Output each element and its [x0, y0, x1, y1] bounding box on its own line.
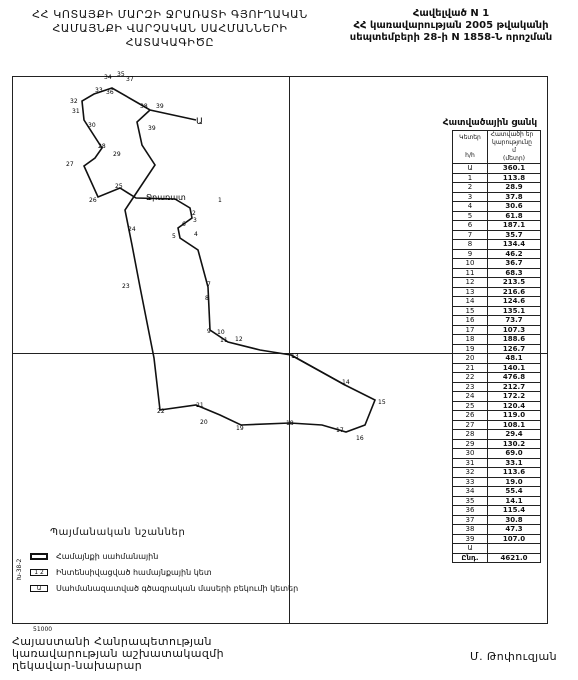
table-row	[453, 183, 541, 193]
table-cell-length: 46.2	[488, 249, 541, 259]
point-label: 29	[113, 151, 121, 158]
point-label: 8	[205, 295, 209, 302]
table-cell-length: 130.2	[488, 439, 541, 449]
table-cell-length: 113.6	[488, 468, 541, 478]
table-cell-point: 38	[453, 525, 488, 535]
point-label: 4	[194, 231, 198, 238]
legend	[30, 527, 298, 596]
point-label: 25	[115, 183, 123, 190]
segment-table	[452, 130, 541, 563]
table-row	[453, 259, 541, 269]
table-row	[453, 325, 541, 335]
segment-table-body	[453, 164, 541, 563]
settlement-label: Ջրառատ	[146, 193, 186, 202]
table-cell-length: 14.1	[488, 496, 541, 506]
point-label: 7	[207, 281, 211, 288]
table-cell-point: 11	[453, 268, 488, 278]
point-label: 22	[157, 408, 165, 415]
table-cell-length: 107.3	[488, 325, 541, 335]
table-cell-length: 55.4	[488, 487, 541, 497]
table-cell-point: 13	[453, 287, 488, 297]
table-cell-point: 12	[453, 278, 488, 288]
table-row	[453, 316, 541, 326]
point-label: 24	[128, 226, 136, 233]
table-row	[453, 382, 541, 392]
table-cell-point: 18	[453, 335, 488, 345]
table-cell-length: 124.6	[488, 297, 541, 307]
table-cell-point: 24	[453, 392, 488, 402]
table-cell-point: 6	[453, 221, 488, 231]
table-title: Հատվածային ցանկ	[442, 118, 538, 128]
table-cell-length: 135.1	[488, 306, 541, 316]
table-cell-point: 34	[453, 487, 488, 497]
table-cell-length: 47.3	[488, 525, 541, 535]
point-label: 5	[172, 233, 176, 240]
table-cell-point: Ա	[453, 544, 488, 554]
table-cell-length: 115.4	[488, 506, 541, 516]
table-cell-point: 32	[453, 468, 488, 478]
table-cell-point: 9	[453, 249, 488, 259]
table-row	[453, 439, 541, 449]
table-cell-point: 4	[453, 202, 488, 212]
point-label: 39	[148, 125, 156, 132]
point-label: 9	[207, 328, 211, 335]
table-cell-length: 28.9	[488, 183, 541, 193]
total-value: 4621.0	[488, 553, 541, 563]
point-label: 23	[122, 283, 130, 290]
table-cell-length: 36.7	[488, 259, 541, 269]
table-row	[453, 297, 541, 307]
table-cell-point: 16	[453, 316, 488, 326]
point-symbol-icon: 1 2	[30, 569, 48, 576]
table-cell-length: 61.8	[488, 211, 541, 221]
table-cell-point: 31	[453, 458, 488, 468]
table-row	[453, 306, 541, 316]
table-cell-point: 28	[453, 430, 488, 440]
point-label: 20	[200, 419, 208, 426]
table-cell-length: 113.8	[488, 173, 541, 183]
table-cell-length: 216.6	[488, 287, 541, 297]
table-cell-point: 35	[453, 496, 488, 506]
table-cell-length: 107.0	[488, 534, 541, 544]
table-row	[453, 230, 541, 240]
table-row	[453, 496, 541, 506]
table-cell-length: 120.4	[488, 401, 541, 411]
point-label: 19	[236, 425, 244, 432]
table-cell-length: 187.1	[488, 221, 541, 231]
point-label: 28	[98, 143, 106, 150]
table-row	[453, 515, 541, 525]
table-row	[453, 287, 541, 297]
point-label: 6	[182, 221, 186, 228]
table-cell-length: 126.7	[488, 344, 541, 354]
scale-code: 51000	[33, 626, 53, 633]
point-label: 18	[286, 420, 294, 427]
table-cell-length: 29.4	[488, 430, 541, 440]
table-row	[453, 240, 541, 250]
annex-heading: Հավելված N 1 ՀՀ կառավարության 2005 թվականի սեպտեմբերի 28-ի N 1858-Ն որոշման	[349, 8, 553, 43]
table-row	[453, 278, 541, 288]
table-row	[453, 506, 541, 516]
signatory-name: Մ. Թոփուզյան	[470, 650, 558, 663]
table-cell-point: 17	[453, 325, 488, 335]
boundary-line-segment	[291, 355, 345, 385]
point-label: 39	[156, 103, 164, 110]
legend-item: Ա Սահմանազատված գծազրական մասերի բեկումի կետեր	[30, 580, 298, 596]
point-label: 17	[336, 427, 344, 434]
point-label: 2	[192, 210, 196, 217]
table-cell-length: 30.8	[488, 515, 541, 525]
signatory-title: Հայաստանի Հանրապետության կառավարության աշխատակազմի ղեկավար-նախարար	[12, 635, 224, 672]
table-cell-length: 30.6	[488, 202, 541, 212]
point-label: 11	[220, 337, 228, 344]
table-row	[453, 173, 541, 183]
table-cell-point: 39	[453, 534, 488, 544]
table-row	[453, 363, 541, 373]
table-cell-point: 21	[453, 363, 488, 373]
table-row	[453, 344, 541, 354]
point-label: 1	[218, 197, 222, 204]
table-cell-length: 360.1	[488, 164, 541, 174]
table-row	[453, 449, 541, 459]
point-label: 36	[106, 89, 114, 96]
table-row	[453, 192, 541, 202]
table-cell-point: 2	[453, 183, 488, 193]
table-row	[453, 401, 541, 411]
table-cell-point: 23	[453, 382, 488, 392]
point-label: 31	[72, 108, 80, 115]
table-cell-length: 68.3	[488, 268, 541, 278]
boundary-symbol-icon	[30, 553, 48, 560]
table-cell-length: 33.1	[488, 458, 541, 468]
point-label: 15	[378, 399, 386, 406]
point-label: 27	[66, 161, 74, 168]
table-row	[453, 430, 541, 440]
legend-item: Համայնքի սահմանային	[30, 548, 298, 564]
map-title: ՀՀ ԿՈՏԱՅՔԻ ՄԱՐԶԻ ՋՐԱՌԱՏԻ ԳՅՈՒՂԱԿԱՆ ՀԱՄԱՅՆՔԻ ՎԱՐՉԱԿԱՆ ՍԱՀՄԱՆՆԵՐԻ ՀԱՏԱԿԱԳԻԾԸ	[32, 8, 308, 49]
point-label: 30	[88, 122, 96, 129]
point-label: 12	[235, 336, 243, 343]
table-row	[453, 487, 541, 497]
table-cell-length: 108.1	[488, 420, 541, 430]
point-label: 13	[291, 353, 299, 360]
table-cell-point: 1	[453, 173, 488, 183]
table-cell-length: 476.8	[488, 373, 541, 383]
table-row	[453, 221, 541, 231]
table-cell-length: 48.1	[488, 354, 541, 364]
table-cell-point: 10	[453, 259, 488, 269]
table-cell-point: Ա	[453, 164, 488, 174]
table-cell-point: 5	[453, 211, 488, 221]
table-row	[453, 373, 541, 383]
point-label: 16	[356, 435, 364, 442]
table-cell-point: 36	[453, 506, 488, 516]
table-cell-length: 119.0	[488, 411, 541, 421]
table-cell-length	[488, 544, 541, 554]
point-label: 38	[140, 103, 148, 110]
sheet-code: Խ-38-2	[16, 558, 23, 580]
table-cell-point: 7	[453, 230, 488, 240]
table-cell-point: 20	[453, 354, 488, 364]
table-cell-length: 35.7	[488, 230, 541, 240]
table-row	[453, 534, 541, 544]
table-cell-point: 26	[453, 411, 488, 421]
table-cell-length: 19.0	[488, 477, 541, 487]
point-label: 14	[342, 379, 350, 386]
table-row	[453, 392, 541, 402]
point-label-origin: Ա	[196, 117, 203, 127]
table-cell-point: 37	[453, 515, 488, 525]
total-label: Ընդ.	[453, 553, 488, 563]
table-cell-point: 15	[453, 306, 488, 316]
table-row	[453, 202, 541, 212]
point-label: 21	[196, 402, 204, 409]
point-label: 10	[217, 329, 225, 336]
point-label: 3	[193, 217, 197, 224]
table-total-row	[453, 553, 541, 563]
table-row	[453, 420, 541, 430]
table-cell-point: 19	[453, 344, 488, 354]
table-cell-length: 213.5	[488, 278, 541, 288]
table-row	[453, 268, 541, 278]
table-cell-point: 27	[453, 420, 488, 430]
table-cell-point: 3	[453, 192, 488, 202]
table-row	[453, 525, 541, 535]
table-header-length: Հատվածի երկարությունը մ (մետր)	[488, 131, 541, 164]
boundary-line	[82, 88, 375, 432]
point-label: 32	[70, 98, 78, 105]
point-label: 33	[95, 87, 103, 94]
point-label: 37	[126, 76, 134, 83]
table-row	[453, 544, 541, 554]
table-cell-length: 134.4	[488, 240, 541, 250]
table-cell-point: 29	[453, 439, 488, 449]
table-row	[453, 458, 541, 468]
table-cell-length: 73.7	[488, 316, 541, 326]
vertex-symbol-icon: Ա	[30, 585, 48, 592]
table-header-num: Կետեր հ/հ	[453, 131, 488, 164]
table-row	[453, 468, 541, 478]
table-cell-length: 188.6	[488, 335, 541, 345]
table-cell-point: 22	[453, 373, 488, 383]
point-label: 35	[117, 71, 125, 78]
table-cell-length: 172.2	[488, 392, 541, 402]
legend-title: Պայմանական նշաններ	[50, 527, 186, 538]
table-row	[453, 211, 541, 221]
table-row	[453, 477, 541, 487]
legend-item: 1 2 Ինտենսիվացված համայնքային կետ	[30, 564, 298, 580]
table-cell-length: 37.8	[488, 192, 541, 202]
table-row	[453, 354, 541, 364]
table-row	[453, 335, 541, 345]
table-cell-point: 8	[453, 240, 488, 250]
table-row	[453, 249, 541, 259]
table-cell-point: 33	[453, 477, 488, 487]
table-row	[453, 164, 541, 174]
table-cell-length: 140.1	[488, 363, 541, 373]
table-cell-length: 212.7	[488, 382, 541, 392]
table-cell-point: 25	[453, 401, 488, 411]
table-row	[453, 411, 541, 421]
table-cell-point: 30	[453, 449, 488, 459]
point-label: 26	[89, 197, 97, 204]
table-cell-point: 14	[453, 297, 488, 307]
point-label: 34	[104, 74, 112, 81]
table-cell-length: 69.0	[488, 449, 541, 459]
